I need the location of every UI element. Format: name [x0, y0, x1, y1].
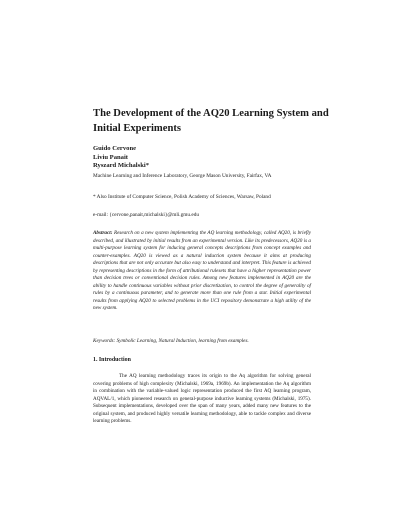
author-name: Ryszard Michalski*: [93, 162, 149, 170]
keywords: Keywords: Symbolic Learning, Natural Induction, learning from examples.: [93, 338, 249, 344]
secondary-affiliation: * Also Institute of Computer Science, Polish Academy of Sciences, Warsaw, Poland: [93, 194, 271, 200]
author-name: Liviu Panait: [93, 153, 128, 161]
section-heading: 1. Introduction: [93, 357, 131, 363]
affiliation: Machine Learning and Inference Laboratory, George Mason University, Fairfax, VA: [93, 173, 272, 179]
paper-title: The Development of the AQ20 Learning System and Initial Experiments: [93, 108, 329, 134]
contact-email: e-mail: {cervone,panait,michalski}@mli.gmu.edu: [93, 212, 200, 218]
author-name: Guido Cervone: [93, 145, 137, 152]
abstract-label: Abstract:: [93, 230, 113, 236]
abstract-text: Research on a new system implementing the AQ learning methodology, called AQ20, is briefly described, and illustrated by initial results from an experimental version. Like its predecessors, AQ20 is a multi-purpose learning system for inducing general concepts descriptions from concept examples and counter-examples. AQ20 is viewed as a natural induction system because it aims at producing descriptions that are not only accurate but also easy to understand and interpret. This feature is achieved by representing descriptions in the form of attributional rulesets that have a higher representation power than decision trees or conventional decision rules. Among new features implemented in AQ20 are the ability to handle continuous variables without prior discretization, to control the degree of generality of rules by a continuous parameter, and to generate more than one rule from a star. Initial experimental results from applying AQ20 to selected problems in the UCI repository demonstrate a high utility of the new system.: [93, 230, 311, 312]
abstract: [93, 230, 311, 313]
author-list: [93, 145, 149, 171]
intro-paragraph: The AQ learning methodology traces its origin to the Aq algorithm for solving general covering problems of high complexity (Michalski, 1969a, 1969b). An implementation the Aq algorithm in combination with the variable-valued logic representation produced the first AQ learning program, AQVAL/1, which pioneered research on general-purpose inductive learning systems (Michalski, 1975). Subsequent implementations, developed over the span of many years, added many new features to the original system, and produced highly versatile learning methodology, able to tackle complex and diverse learning problems.: [93, 373, 311, 425]
